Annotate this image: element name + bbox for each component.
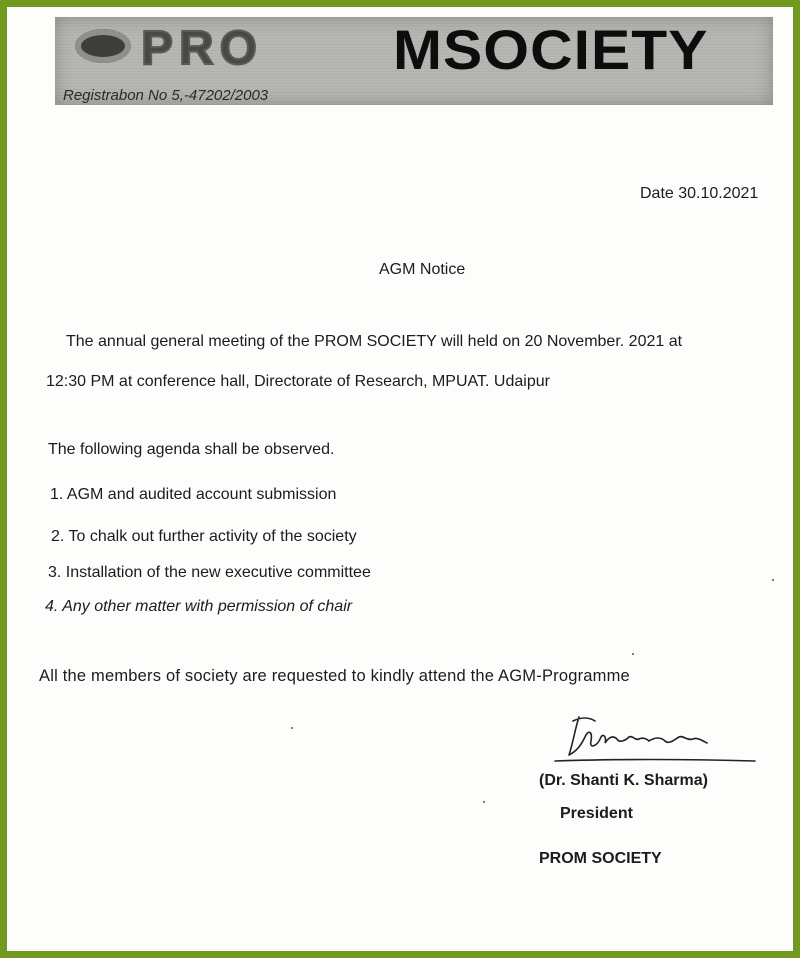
- document-page: [7, 7, 793, 951]
- signatory-name: (Dr. Shanti K. Sharma): [539, 772, 708, 789]
- signatory-role: President: [560, 805, 633, 822]
- agenda-item: 3. Installation of the new executive committee: [48, 564, 371, 581]
- letterhead-brand-right: MSOCIETY: [393, 18, 709, 81]
- speck: [291, 727, 293, 729]
- agenda-item: 2. To chalk out further activity of the society: [51, 528, 357, 545]
- speck: [632, 653, 634, 655]
- speck: [772, 579, 774, 581]
- society-logo: [75, 29, 131, 63]
- notice-paragraph-line-2: 12:30 PM at conference hall, Directorate of Research, MPUAT. Udaipur: [46, 373, 550, 390]
- closing-request: All the members of society are requested to kindly attend the AGM-Programme: [39, 667, 630, 685]
- letterhead-brand-left: PRO: [141, 22, 264, 75]
- speck: [483, 801, 485, 803]
- agenda-item: 1. AGM and audited account submission: [50, 486, 337, 503]
- notice-paragraph-line-1: The annual general meeting of the PROM SOCIETY will held on 20 November. 2021 at: [66, 333, 683, 350]
- agenda-intro: The following agenda shall be observed.: [48, 441, 335, 458]
- registration-number: Registrabon No 5,-47202/2003: [63, 87, 269, 104]
- notice-title: AGM Notice: [379, 261, 466, 278]
- signatory-organization: PROM SOCIETY: [539, 850, 662, 867]
- agenda-item: 4. Any other matter with permission of chair: [45, 598, 353, 615]
- letterhead-banner: [55, 17, 773, 105]
- signature-image: [547, 707, 757, 771]
- notice-date: Date 30.10.2021: [640, 185, 759, 202]
